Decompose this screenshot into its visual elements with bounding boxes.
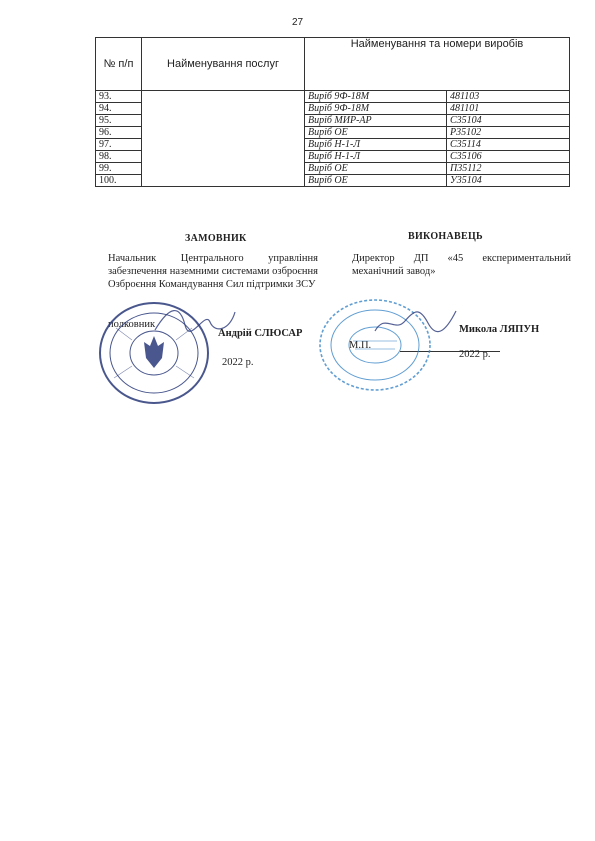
row-number: 96. — [96, 127, 142, 139]
contractor-date: 2022 р. — [459, 349, 491, 360]
row-number: 94. — [96, 103, 142, 115]
product-name: Виріб 9Ф-18М — [305, 103, 447, 115]
product-name: Виріб МИР-АР — [305, 115, 447, 127]
product-code: Р35102 — [447, 127, 570, 139]
contractor-signature — [370, 303, 460, 343]
product-code: П35112 — [447, 163, 570, 175]
products-table — [95, 37, 570, 187]
product-code: С35106 — [447, 151, 570, 163]
row-number: 100. — [96, 175, 142, 187]
page-number: 27 — [291, 17, 304, 28]
customer-stamp-label: полковник — [108, 319, 156, 330]
product-code: 481101 — [447, 103, 570, 115]
customer-name: Андрій СЛЮСАР — [218, 328, 303, 339]
row-number: 95. — [96, 115, 142, 127]
header-products: Найменування та номери виробів — [305, 38, 570, 91]
table-row — [96, 91, 570, 103]
product-name: Виріб ОЕ — [305, 175, 447, 187]
service-cell — [142, 91, 305, 187]
customer-position: Начальник Центрального управління забезпечення наземними системами озброєння Озброєння Командування Сил підтримки ЗСУ — [108, 253, 318, 290]
header-service: Найменування послуг — [142, 38, 305, 91]
product-code: С35114 — [447, 139, 570, 151]
contractor-mp: М.П. — [349, 340, 372, 351]
product-name: Виріб 9Ф-18М — [305, 91, 447, 103]
row-number: 93. — [96, 91, 142, 103]
header-no: № п/п — [96, 38, 142, 91]
product-code: У35104 — [447, 175, 570, 187]
contractor-title: ВИКОНАВЕЦЬ — [408, 231, 483, 242]
product-code: С35104 — [447, 115, 570, 127]
contractor-position: Директор ДП «45 експериментальний механічний завод» — [352, 253, 571, 277]
table-header-row — [96, 38, 570, 91]
row-number: 99. — [96, 163, 142, 175]
product-name: Виріб Н-1-Л — [305, 139, 447, 151]
row-number: 98. — [96, 151, 142, 163]
product-code: 481103 — [447, 91, 570, 103]
row-number: 97. — [96, 139, 142, 151]
customer-title: ЗАМОВНИК — [185, 233, 247, 244]
customer-date: 2022 р. — [222, 357, 254, 368]
customer-signature — [150, 300, 240, 340]
contractor-name: Микола ЛЯПУН — [459, 324, 540, 335]
product-name: Виріб ОЕ — [305, 163, 447, 175]
product-name: Виріб Н-1-Л — [305, 151, 447, 163]
product-name: Виріб ОЕ — [305, 127, 447, 139]
